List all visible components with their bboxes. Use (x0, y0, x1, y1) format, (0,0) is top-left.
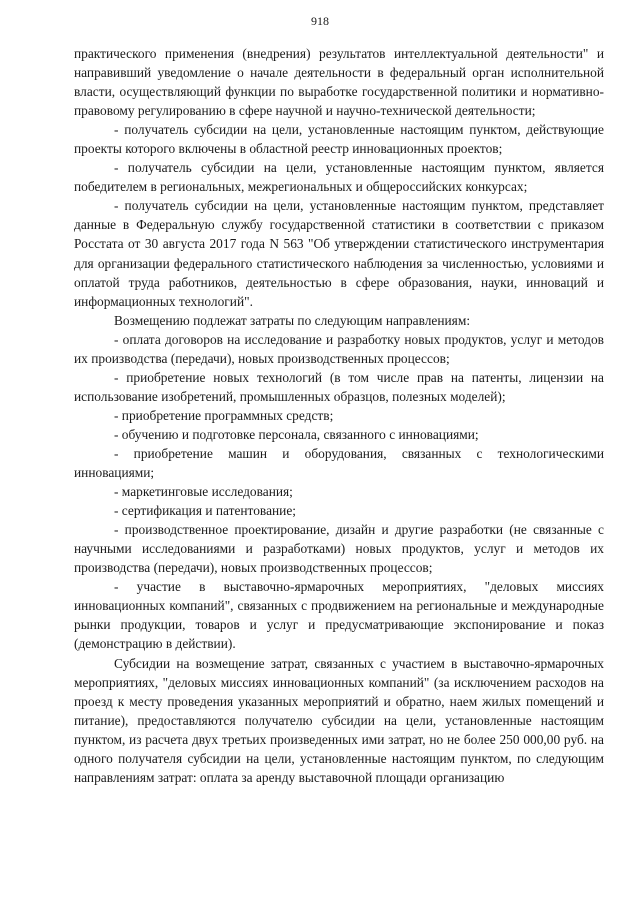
paragraph-12: - сертификация и патентование; (114, 503, 297, 519)
paragraph-1: практического применения (внедрения) результатов интеллектуальной деятельности" и направивший уведомление о начале деятельности в федеральный орган исполнительной власти, осуществляющий функции по выработке государственной политики и нормативно-правовому регулированию в сфере научной и научно-технической деятельности; (74, 46, 604, 119)
paragraph-10: - приобретение машин и оборудования, связанных с технологическими инновациями; (74, 445, 604, 481)
paragraph-6: - оплата договоров на исследование и разработку новых продуктов, услуг и методов их производства (передачи), новых производственных процессов; (74, 331, 604, 366)
paragraph-13: - производственное проектирование, дизайн и другие разработки (не связанные с научными исследованиями и разработками) новых продуктов, услуг и методов их производства (передачи), новых производственных процессов; (74, 522, 604, 576)
paragraph-7: - приобретение новых технологий (в том числе прав на патенты, лицензии на использование изобретений, промышленных образцов, полезных моделей); (74, 369, 604, 404)
paragraph-4: - получатель субсидии на цели, установленные настоящим пунктом, представляет данные в Федеральную службу государственной статистики в соответствии с приказом Росстата от 30 августа 2017 года N 563 "Об утверждении статистического инструментария для организации федерального статистического наблюдения за численностью, условиями и оплатой труда работников, деятельностью в сфере образования, науки, инноваций и информационных технологий". (74, 198, 604, 309)
page-number: 918 (311, 14, 329, 28)
paragraph-2: - получатель субсидии на цели, установленные настоящим пунктом, действующие проекты которого включены в областной реестр инновационных проектов; (74, 122, 604, 157)
paragraph-8: - приобретение программных средств; (114, 407, 334, 423)
paragraph-14: - участие в выставочно-ярмарочных мероприятиях, "деловых миссиях инновационных компаний", связанных с продвижением на региональные и международные рынки продукции, товаров и услуг и предусматривающие экспонирование и показ (демонстрацию в действии). (74, 579, 604, 652)
paragraph-3: - получатель субсидии на цели, установленные настоящим пунктом, является победителем в региональных, межрегиональных и общероссийских конкурсах; (74, 160, 604, 195)
paragraph-9: - обучению и подготовке персонала, связанного с инновациями; (114, 426, 479, 442)
paragraph-15: Субсидии на возмещение затрат, связанных с участием в выставочно-ярмарочных мероприятиях, "деловых миссиях инновационных компаний" (за исключением расходов на проезд к месту проведения указанных мероприятий и обратно, наем жилых помещений и питание), предоставляются получателю субсидии на цели, установленные настоящим пунктом, из расчета двух третьих произведенных ими затрат, но не более 250 000,00 руб. на одного получателя субсидии на цели, установленные настоящим пунктом, по следующим направлениям затрат: оплата за аренду выставочной площади организацию (74, 655, 604, 785)
paragraph-5: Возмещению подлежат затраты по следующим направлениям: (114, 312, 471, 328)
document-body (74, 44, 604, 787)
paragraph-11: - маркетинговые исследования; (114, 484, 293, 500)
